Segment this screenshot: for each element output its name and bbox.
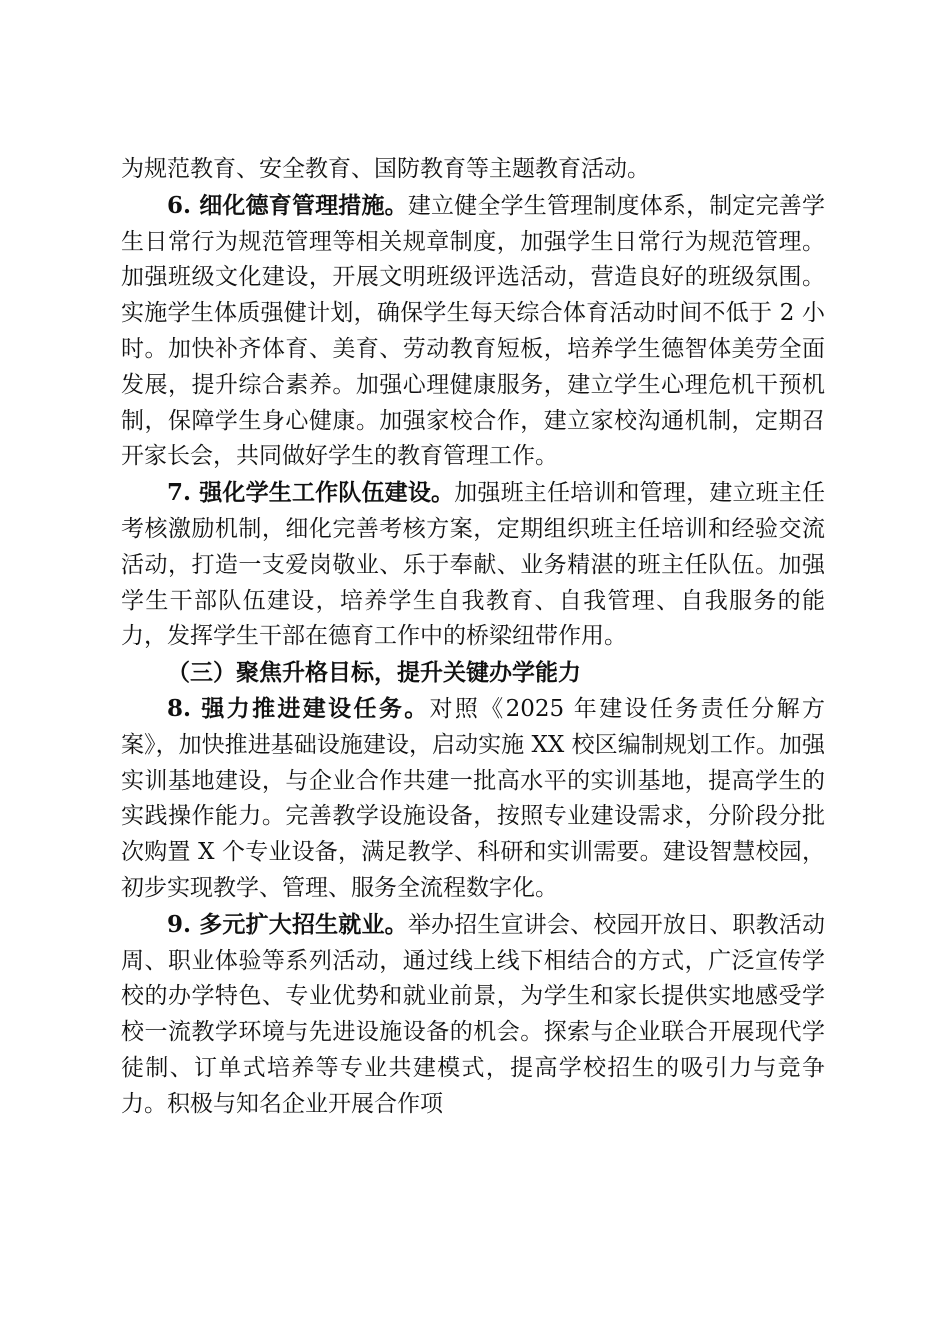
paragraph-text: 对照《2025 年建设任务责任分解方案》，加快推进基础设施建设，启动实施 XX 校区编制规划工作。加强实训基地建设，与企业合作共建一批高水平的实训基地，提高学生的实践操作能力。完善教学设施设备，按照专业建设需求，分阶段分批次购置 X 个专业设备，满足教学、科研和实训需要。建设智慧校园，初步实现教学、管理、服务全流程数字化。 xyxy=(121,695,825,901)
paragraph-item-6 xyxy=(121,188,825,475)
paragraph-text: 加强班主任培训和管理，建立班主任考核激励机制，细化完善考核方案，定期组织班主任培训和经验交流活动，打造一支爱岗敬业、乐于奉献、业务精湛的班主任队伍。加强学生干部队伍建设，培养学生自我教育、自我管理、自我服务的能力，发挥学生干部在德育工作中的桥梁纽带作用。 xyxy=(121,480,825,650)
document-body xyxy=(121,152,825,1123)
paragraph-item-8 xyxy=(121,691,825,907)
item-heading: 8. 强力推进建设任务。 xyxy=(167,694,430,722)
item-heading: 6. 细化德育管理措施。 xyxy=(167,191,408,219)
item-heading: 9. 多元扩大招生就业。 xyxy=(167,910,408,938)
paragraph-text: 为规范教育、安全教育、国防教育等主题教育活动。 xyxy=(121,156,650,182)
section-heading xyxy=(121,655,825,691)
section-title: （三）聚焦升格目标，提升关键办学能力 xyxy=(167,659,581,687)
paragraph-text: 举办招生宣讲会、校园开放日、职教活动周、职业体验等系列活动，通过线上线下相结合的方式，广泛宣传学校的办学特色、专业优势和就业前景，为学生和家长提供实地感受学校一流教学环境与先进设施设备的机会。探索与企业联合开展现代学徒制、订单式培养等专业共建模式，提高学校招生的吸引力与竞争力。积极与知名企业开展合作项 xyxy=(121,911,825,1117)
paragraph-continuation xyxy=(121,152,825,188)
paragraph-item-9 xyxy=(121,907,825,1123)
item-heading: 7. 强化学生工作队伍建设。 xyxy=(167,479,455,507)
paragraph-text: 建立健全学生管理制度体系，制定完善学生日常行为规范管理等相关规章制度，加强学生日常行为规范管理。加强班级文化建设，开展文明班级评选活动，营造良好的班级氛围。实施学生体质强健计划，确保学生每天综合体育活动时间不低于 2 小时。加快补齐体育、美育、劳动教育短板，培养学生德智体美劳全面发展，提升综合素养。加强心理健康服务，建立学生心理危机干预机制，保障学生身心健康。加强家校合作，建立家校沟通机制，定期召开家长会，共同做好学生的教育管理工作。 xyxy=(121,192,825,470)
paragraph-item-7 xyxy=(121,475,825,655)
